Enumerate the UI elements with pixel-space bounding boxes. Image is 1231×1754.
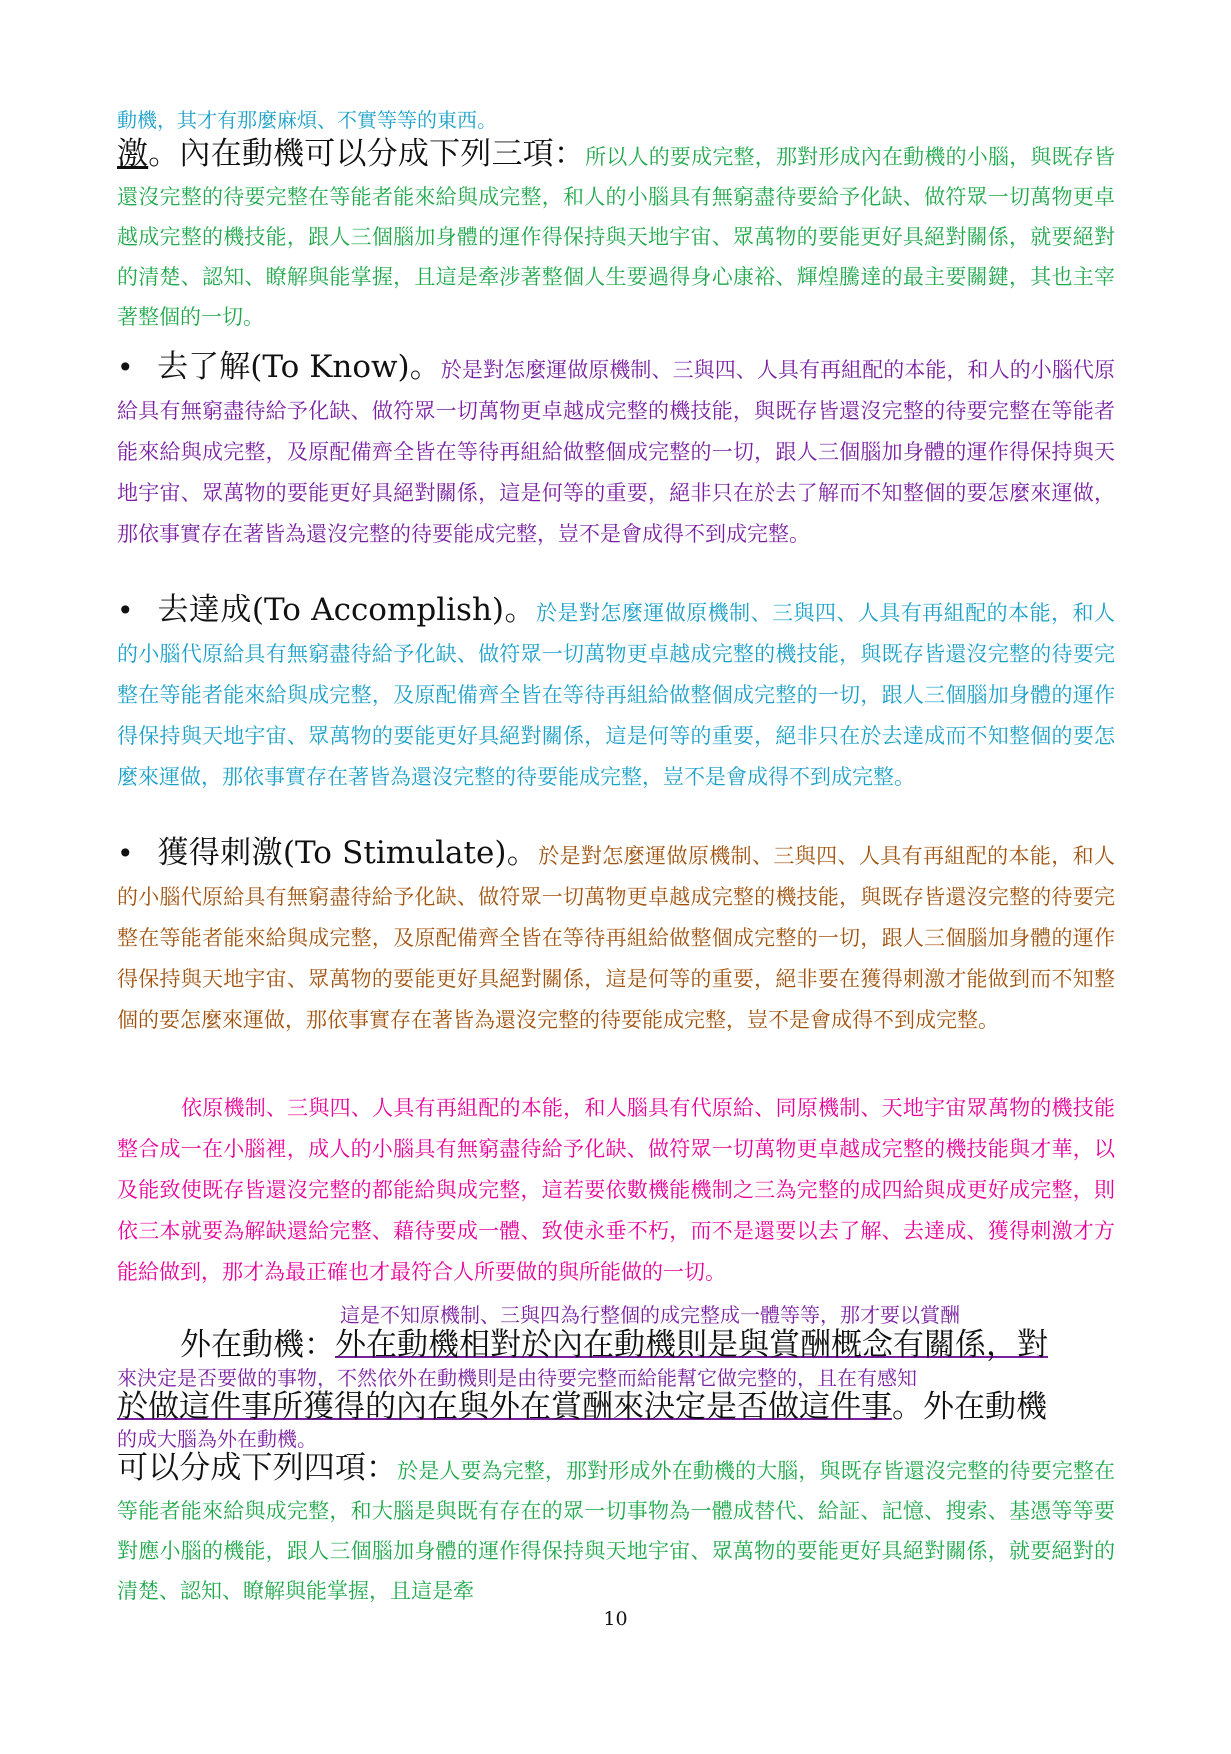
extrinsic-label: 外在動機： (180, 1327, 335, 1363)
intrinsic-heading-underlined: 激 (117, 136, 149, 172)
item-body: 於是對怎麼運做原機制、三與四、人具有再組配的本能，和人的小腦代原給具有無窮盡待給予化缺、做符眾一切萬物更卓越成完整的機技能，與既存皆還沒完整的待要完整在等能者能來給與成完整，及原配備齊全皆在等待再組給做整個成完整的一切，跟人三個腦加身體的運作得保持與天地宇宙、眾萬物的要能更好具絕對關係，這是何等的重要，絕非只在於去達成而不知整個的要怎麼來運做，那依事實存在著皆為還沒完整的待要能成完整，豈不是會成得不到成完整。 (117, 601, 1116, 789)
item-heading: 去達成(To Accomplish)。 (157, 592, 536, 628)
item-body: 於是對怎麼運做原機制、三與四、人具有再組配的本能，和人的小腦代原給具有無窮盡待給予化缺、做符眾一切萬物更卓越成完整的機技能，與既存皆還沒完整的待要完整在等能者能來給與成完整，及原配備齊全皆在等待再組給做整個成完整的一切，跟人三個腦加身體的運作得保持與天地宇宙、眾萬物的要能更好具絕對關係，這是何等的重要，絕非要在獲得刺激才能做到而不知整個的要怎麼來運做，那依事實存在著皆為還沒完整的待要能成完整，豈不是會成得不到成完整。 (117, 844, 1115, 1032)
extrinsic-motivation-paragraph (117, 1448, 1115, 1611)
intrinsic-body: 所以人的要成完整，那對形成內在動機的小腦，與既存皆還沒完整的待要完整在等能者能來給與成完整，和人的小腦具有無窮盡待要給予化缺、做符眾一切萬物更卓越成完整的機技能，跟人三個腦加身體的運作得保持與天地宇宙、眾萬物的要能更好具絕對關係，就要絕對的清楚、認知、瞭解與能掌握，且這是牽涉著整個人生要過得身心康裕、輝煌騰達的最主要關鍵，其也主宰著整個的一切。 (117, 145, 1116, 329)
bullet-icon: • (117, 594, 134, 627)
intrinsic-heading: 。內在動機可以分成下列三項： (148, 136, 586, 172)
item-to-accomplish (117, 590, 1115, 798)
top-line: 動機，其才有那麼麻煩、不實等等的東西。 (117, 108, 497, 132)
bullet-icon: • (117, 837, 134, 870)
extrinsic-definition-line-2 (117, 1387, 1047, 1432)
extrinsic-definition-part-1: 外在動機相對於內在動機則是與賞酬概念有關係，對 (335, 1327, 1048, 1363)
intrinsic-motivation-paragraph (117, 134, 1115, 337)
extrinsic-body: 於是人要為完整，那對形成外在動機的大腦，與既存皆還沒完整的待要完整在等能者能來給與成完整，和大腦是與既有存在的眾一切事物為一體成替代、給証、記憶、搜索、基憑等等要對應小腦的機能，跟人三個腦加身體的運作得保持與天地宇宙、眾萬物的要能更好具絕對關係，就要絕對的清楚、認知、瞭解與能掌握，且這是牽 (117, 1459, 1116, 1603)
extrinsic-annotation-2: 來決定是否要做的事物，不然依外在動機則是由待要完整而給能幫它做完整的，且在有感知 (117, 1366, 917, 1390)
extrinsic-heading-line (180, 1325, 1048, 1370)
item-to-know (117, 347, 1115, 555)
item-heading: 去了解(To Know)。 (157, 349, 441, 385)
bullet-icon: • (117, 351, 134, 384)
extrinsic-definition-part-2: 於做這件事所獲得的內在與外在賞酬來決定是否做這件事 (117, 1389, 892, 1425)
extrinsic-annotation-1: 這是不知原機制、三與四為行整個的成完整成一體等等，那才要以賞酬 (340, 1303, 960, 1327)
page-number: 10 (603, 1608, 628, 1630)
extrinsic-heading: 可以分成下列四項： (117, 1450, 398, 1486)
extrinsic-annotation-3: 的成大腦為外在動機。 (117, 1427, 317, 1451)
item-to-stimulate (117, 833, 1115, 1041)
extrinsic-definition-tail: 。外在動機 (892, 1389, 1047, 1425)
item-body: 於是對怎麼運做原機制、三與四、人具有再組配的本能，和人的小腦代原給具有無窮盡待給予化缺、做符眾一切萬物更卓越成完整的機技能，與既存皆還沒完整的待要完整在等能者能來給與成完整，及原配備齊全皆在等待再組給做整個成完整的一切，跟人三個腦加身體的運作得保持與天地宇宙、眾萬物的要能更好具絕對關係，這是何等的重要，絕非只在於去了解而不知整個的要怎麼來運做，那依事實存在著皆為還沒完整的待要能成完整，豈不是會成得不到成完整。 (117, 358, 1115, 546)
summary-paragraph: 依原機制、三與四、人具有再組配的本能，和人腦具有代原給、同原機制、天地宇宙眾萬物的機技能整合成一在小腦裡，成人的小腦具有無窮盡待給予化缺、做符眾一切萬物更卓越成完整的機技能與才華，以及能致使既存皆還沒完整的都能給與成完整，這若要依數機能機制之三為完整的成四給與成更好成完整，則依三本就要為解缺還給完整、藉待要成一體、致使永垂不朽，而不是還要以去了解、去達成、獲得刺激才方能給做到，那才為最正確也才最符合人所要做的與所能做的一切。 (117, 1096, 1115, 1284)
item-heading: 獲得刺激(To Stimulate)。 (157, 835, 539, 871)
